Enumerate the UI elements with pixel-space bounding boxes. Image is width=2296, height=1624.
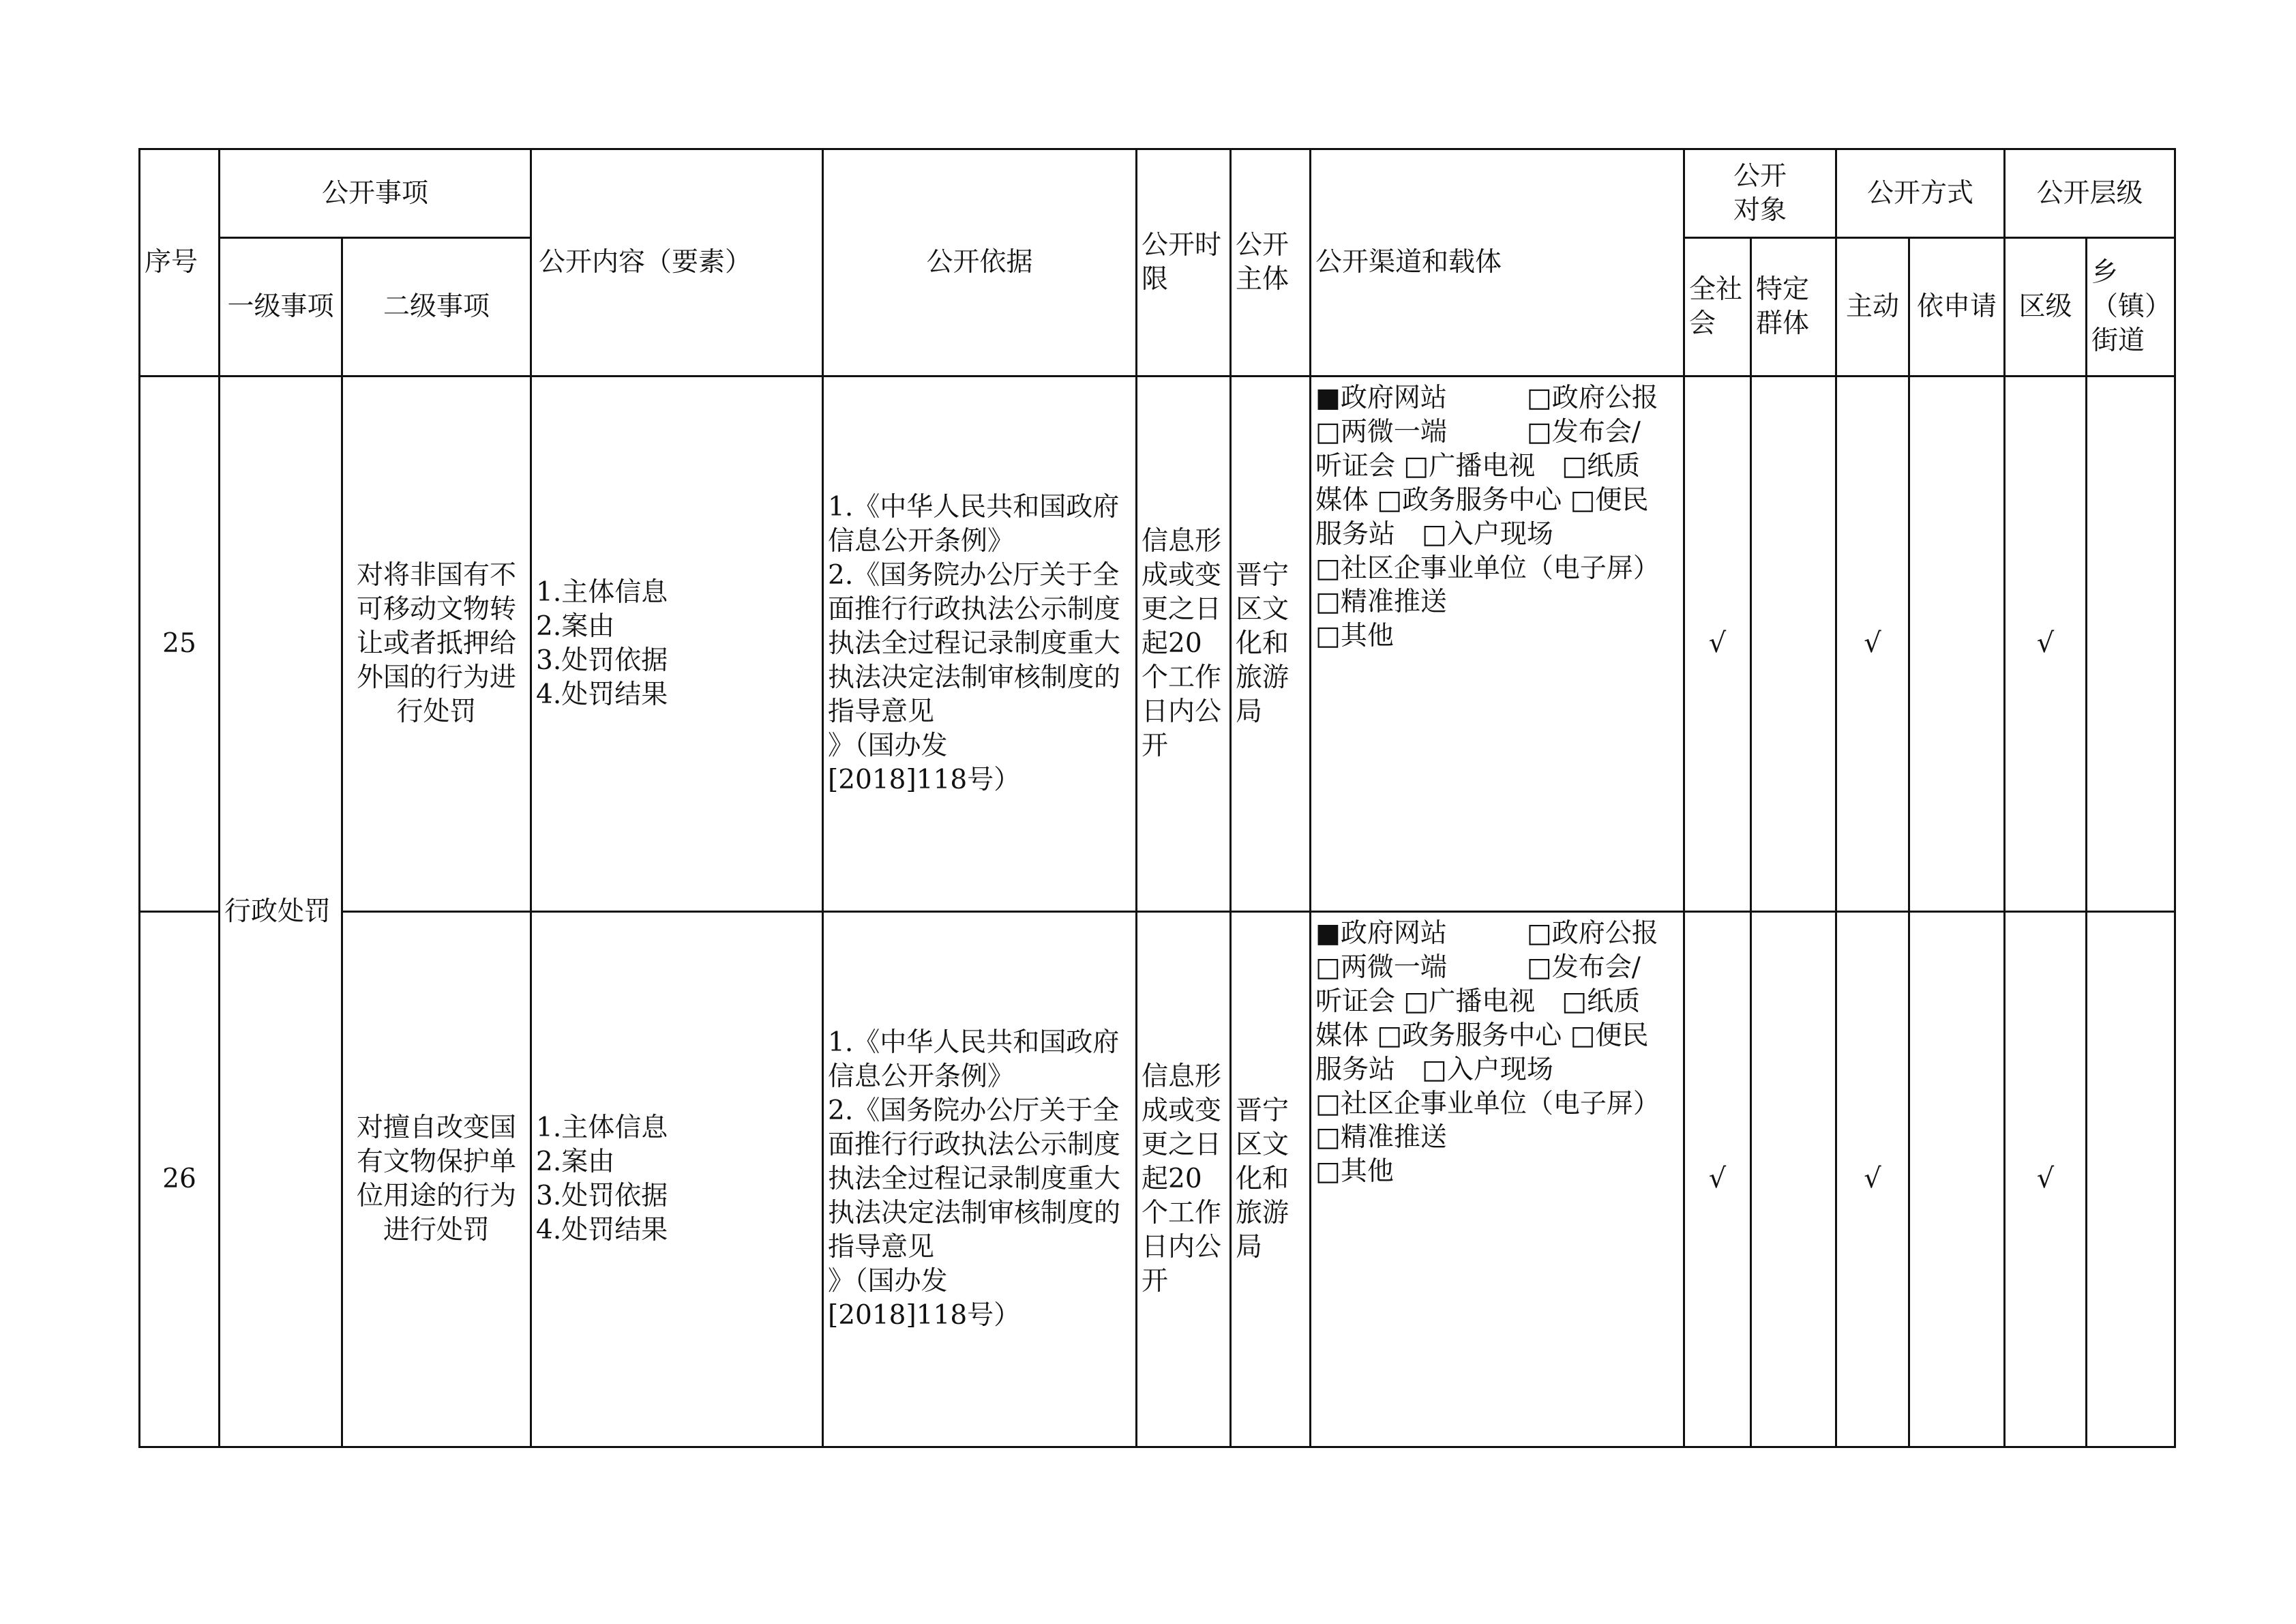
row-seq: 26 bbox=[140, 912, 220, 1447]
header-district: 区级 bbox=[2005, 238, 2087, 377]
header-seq: 序号 bbox=[140, 149, 220, 377]
row-basis: 1.《中华人民共和国政府信息公开条例》 2.《国务院办公厅关于全面推行行政执法公示制度执法全过程记录制度重大执法决定法制审核制度的指导意见 》（国办发 [2018]118号） bbox=[823, 377, 1137, 912]
header-level2: 二级事项 bbox=[342, 238, 531, 377]
row-proactive: √ bbox=[1836, 377, 1909, 912]
row-channel: ■政府网站 □政府公报 □两微一端 □发布会/ 听证会 □广播电视 □纸质 媒体 □政务服务中心 □便民 服务站 □入户现场 □社区企事业单位（电子屏） □精准推送 □其他 bbox=[1311, 912, 1684, 1447]
table-row bbox=[140, 377, 2175, 912]
row-on-request bbox=[1909, 377, 2005, 912]
row-subject: 晋宁区文化和旅游局 bbox=[1231, 377, 1311, 912]
header-matter-group: 公开事项 bbox=[220, 149, 531, 238]
row-township bbox=[2087, 377, 2175, 912]
row-district: √ bbox=[2005, 912, 2087, 1447]
header-channel: 公开渠道和载体 bbox=[1311, 149, 1684, 377]
header-subject: 公开主体 bbox=[1231, 149, 1311, 377]
row-whole-society: √ bbox=[1684, 377, 1751, 912]
row-content: 1.主体信息 2.案由 3.处罚依据 4.处罚结果 bbox=[531, 377, 823, 912]
header-township: 乡（镇）街道 bbox=[2087, 238, 2175, 377]
row-township bbox=[2087, 912, 2175, 1447]
row-channel: ■政府网站 □政府公报 □两微一端 □发布会/ 听证会 □广播电视 □纸质 媒体 □政务服务中心 □便民 服务站 □入户现场 □社区企事业单位（电子屏） □精准推送 □其他 bbox=[1311, 377, 1684, 912]
header-content: 公开内容（要素） bbox=[531, 149, 823, 377]
row-level2: 对擅自改变国有文物保护单位用途的行为进行处罚 bbox=[342, 912, 531, 1447]
level1-cell: 行政处罚 bbox=[220, 377, 342, 1447]
header-time-limit: 公开时限 bbox=[1137, 149, 1231, 377]
row-district: √ bbox=[2005, 377, 2087, 912]
row-whole-society: √ bbox=[1684, 912, 1751, 1447]
row-proactive: √ bbox=[1836, 912, 1909, 1447]
header-whole-society: 全社会 bbox=[1684, 238, 1751, 377]
disclosure-table bbox=[138, 148, 2176, 1448]
table-row bbox=[140, 912, 2175, 1447]
header-level-group: 公开层级 bbox=[2005, 149, 2175, 238]
row-specific-group bbox=[1751, 377, 1836, 912]
row-content: 1.主体信息 2.案由 3.处罚依据 4.处罚结果 bbox=[531, 912, 823, 1447]
header-method-group: 公开方式 bbox=[1836, 149, 2005, 238]
row-specific-group bbox=[1751, 912, 1836, 1447]
header-on-request: 依申请 bbox=[1909, 238, 2005, 377]
header-basis: 公开依据 bbox=[823, 149, 1137, 377]
header-specific-group: 特定群体 bbox=[1751, 238, 1836, 377]
row-time-limit: 信息形成或变更之日起20个工作日内公开 bbox=[1137, 377, 1231, 912]
row-seq: 25 bbox=[140, 377, 220, 912]
row-subject: 晋宁区文化和旅游局 bbox=[1231, 912, 1311, 1447]
header-object-group: 公开对象 bbox=[1684, 149, 1836, 238]
header-level1: 一级事项 bbox=[220, 238, 342, 377]
header-proactive: 主动 bbox=[1836, 238, 1909, 377]
row-on-request bbox=[1909, 912, 2005, 1447]
row-level2: 对将非国有不可移动文物转让或者抵押给外国的行为进行处罚 bbox=[342, 377, 531, 912]
row-time-limit: 信息形成或变更之日起20个工作日内公开 bbox=[1137, 912, 1231, 1447]
row-basis: 1.《中华人民共和国政府信息公开条例》 2.《国务院办公厅关于全面推行行政执法公示制度执法全过程记录制度重大执法决定法制审核制度的指导意见 》（国办发 [2018]118号） bbox=[823, 912, 1137, 1447]
